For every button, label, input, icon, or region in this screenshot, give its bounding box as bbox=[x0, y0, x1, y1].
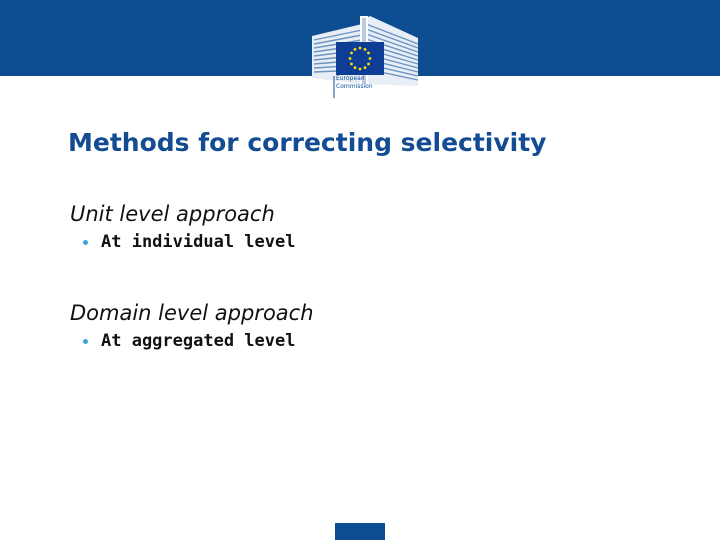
logo-text-line2: Commission bbox=[336, 83, 373, 90]
logo-text bbox=[336, 75, 373, 91]
section-unit-level bbox=[70, 199, 295, 255]
eu-flag-icon bbox=[336, 42, 384, 75]
section-domain-level bbox=[70, 298, 314, 354]
bullet-icon bbox=[83, 339, 88, 344]
bullet-text: At aggregated level bbox=[101, 331, 296, 351]
section-heading: Domain level approach bbox=[70, 301, 314, 325]
section-heading: Unit level approach bbox=[70, 202, 275, 226]
bullet-text: At individual level bbox=[101, 232, 296, 252]
bullet-icon bbox=[83, 240, 88, 245]
logo-text-line1: European bbox=[336, 75, 365, 82]
bullet-item bbox=[83, 229, 295, 255]
slide-title: Methods for correcting selectivity bbox=[68, 128, 547, 157]
footer-tab bbox=[335, 523, 385, 540]
bullet-item bbox=[83, 328, 314, 354]
